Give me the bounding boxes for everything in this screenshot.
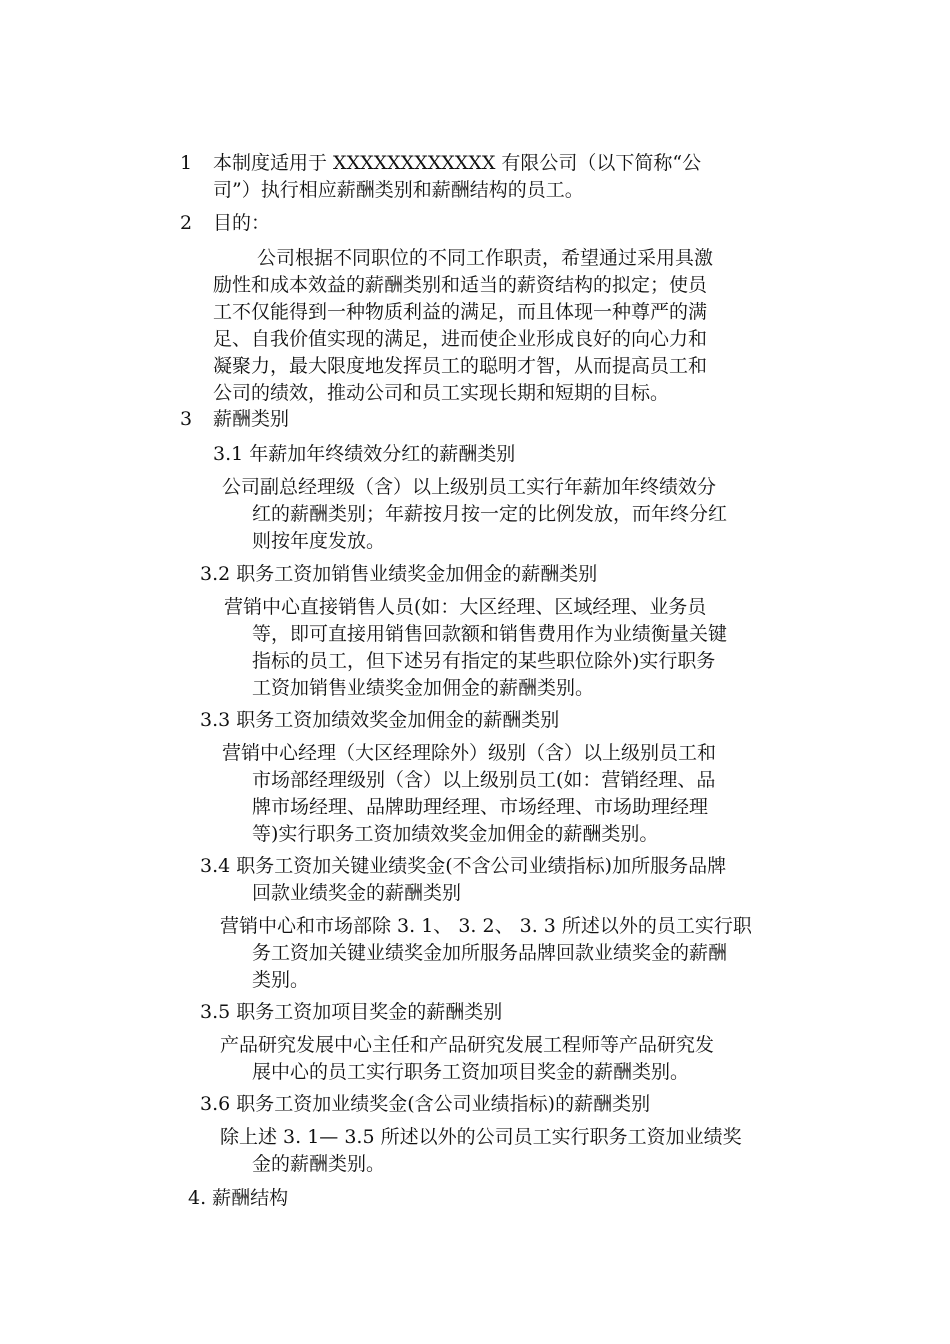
section-number: 3 xyxy=(180,408,193,430)
subsection-heading: 3.4 职务工资加关键业绩奖金(不含公司业绩指标)加所服务品牌 xyxy=(200,855,727,877)
subsection-body-line: 指标的员工，但下述另有指定的某些职位除外)实行职务 xyxy=(252,650,716,672)
paragraph-line: 工不仅能得到一种物质利益的满足，而且体现一种尊严的满 xyxy=(213,301,708,323)
subsection-heading: 3.2 职务工资加销售业绩奖金加佣金的薪酬类别 xyxy=(200,563,598,585)
paragraph-line: 励性和成本效益的薪酬类别和适当的薪资结构的拟定；使员 xyxy=(213,274,708,296)
subsection-body-line: 产品研究发展中心主任和产品研究发展工程师等产品研究发 xyxy=(220,1034,715,1056)
subsection-body-line: 除上述 3. 1— 3.5 所述以外的公司员工实行职务工资加业绩奖 xyxy=(220,1126,742,1148)
subsection-body-line: 牌市场经理、品牌助理经理、市场经理、市场助理经理 xyxy=(252,796,709,818)
subsection-body-line: 营销中心经理（大区经理除外）级别（含）以上级别员工和 xyxy=(222,742,717,764)
subsection-heading: 3.5 职务工资加项目奖金的薪酬类别 xyxy=(200,1001,503,1023)
subsection-body-line: 类别。 xyxy=(252,969,310,991)
paragraph-line: 足、自我价值实现的满足，进而使企业形成良好的向心力和 xyxy=(213,328,708,350)
subsection-body-line: 营销中心直接销售人员(如：大区经理、区域经理、业务员 xyxy=(224,596,707,618)
section-text-line: 本制度适用于 XXXXXXXXXXXX 有限公司（以下简称“公 xyxy=(213,152,702,174)
subsection-body-line: 营销中心和市场部除 3. 1、 3. 2、 3. 3 所述以外的员工实行职 xyxy=(220,915,752,937)
subsection-body-line: 则按年度发放。 xyxy=(252,530,386,552)
subsection-body-line: 金的薪酬类别。 xyxy=(252,1153,386,1175)
section-title: 目的： xyxy=(213,212,271,234)
paragraph-line: 公司的绩效，推动公司和员工实现长期和短期的目标。 xyxy=(213,382,670,404)
subsection-body-line: 红的薪酬类别；年薪按月按一定的比例发放，而年终分红 xyxy=(252,503,728,525)
section-title: 4. 薪酬结构 xyxy=(188,1187,289,1209)
subsection-body-line: 等，即可直接用销售回款额和销售费用作为业绩衡量关键 xyxy=(252,623,728,645)
subsection-body-line: 工资加销售业绩奖金加佣金的薪酬类别。 xyxy=(252,677,595,699)
subsection-heading: 3.6 职务工资加业绩奖金(含公司业绩指标)的薪酬类别 xyxy=(200,1093,651,1115)
section-text-line: 司”）执行相应薪酬类别和薪酬结构的员工。 xyxy=(213,179,584,201)
paragraph-line: 公司根据不同职位的不同工作职责，希望通过采用具激 xyxy=(257,247,714,269)
subsection-body-line: 展中心的员工实行职务工资加项目奖金的薪酬类别。 xyxy=(252,1061,690,1083)
section-title: 薪酬类别 xyxy=(213,408,290,430)
subsection-body-line: 市场部经理级别（含）以上级别员工(如：营销经理、品 xyxy=(252,769,716,791)
paragraph-line: 凝聚力，最大限度地发挥员工的聪明才智，从而提高员工和 xyxy=(213,355,708,377)
subsection-body-line: 务工资加关键业绩奖金加所服务品牌回款业绩奖金的薪酬 xyxy=(252,942,728,964)
section-number: 2 xyxy=(180,212,193,234)
subsection-heading: 3.3 职务工资加绩效奖金加佣金的薪酬类别 xyxy=(200,709,560,731)
subsection-body-line: 等)实行职务工资加绩效奖金加佣金的薪酬类别。 xyxy=(252,823,659,845)
subsection-body-line: 公司副总经理级（含）以上级别员工实行年薪加年终绩效分 xyxy=(222,476,717,498)
subsection-heading: 回款业绩奖金的薪酬类别 xyxy=(252,882,462,904)
section-number: 1 xyxy=(180,152,193,174)
subsection-heading: 3.1 年薪加年终绩效分红的薪酬类别 xyxy=(213,443,516,465)
